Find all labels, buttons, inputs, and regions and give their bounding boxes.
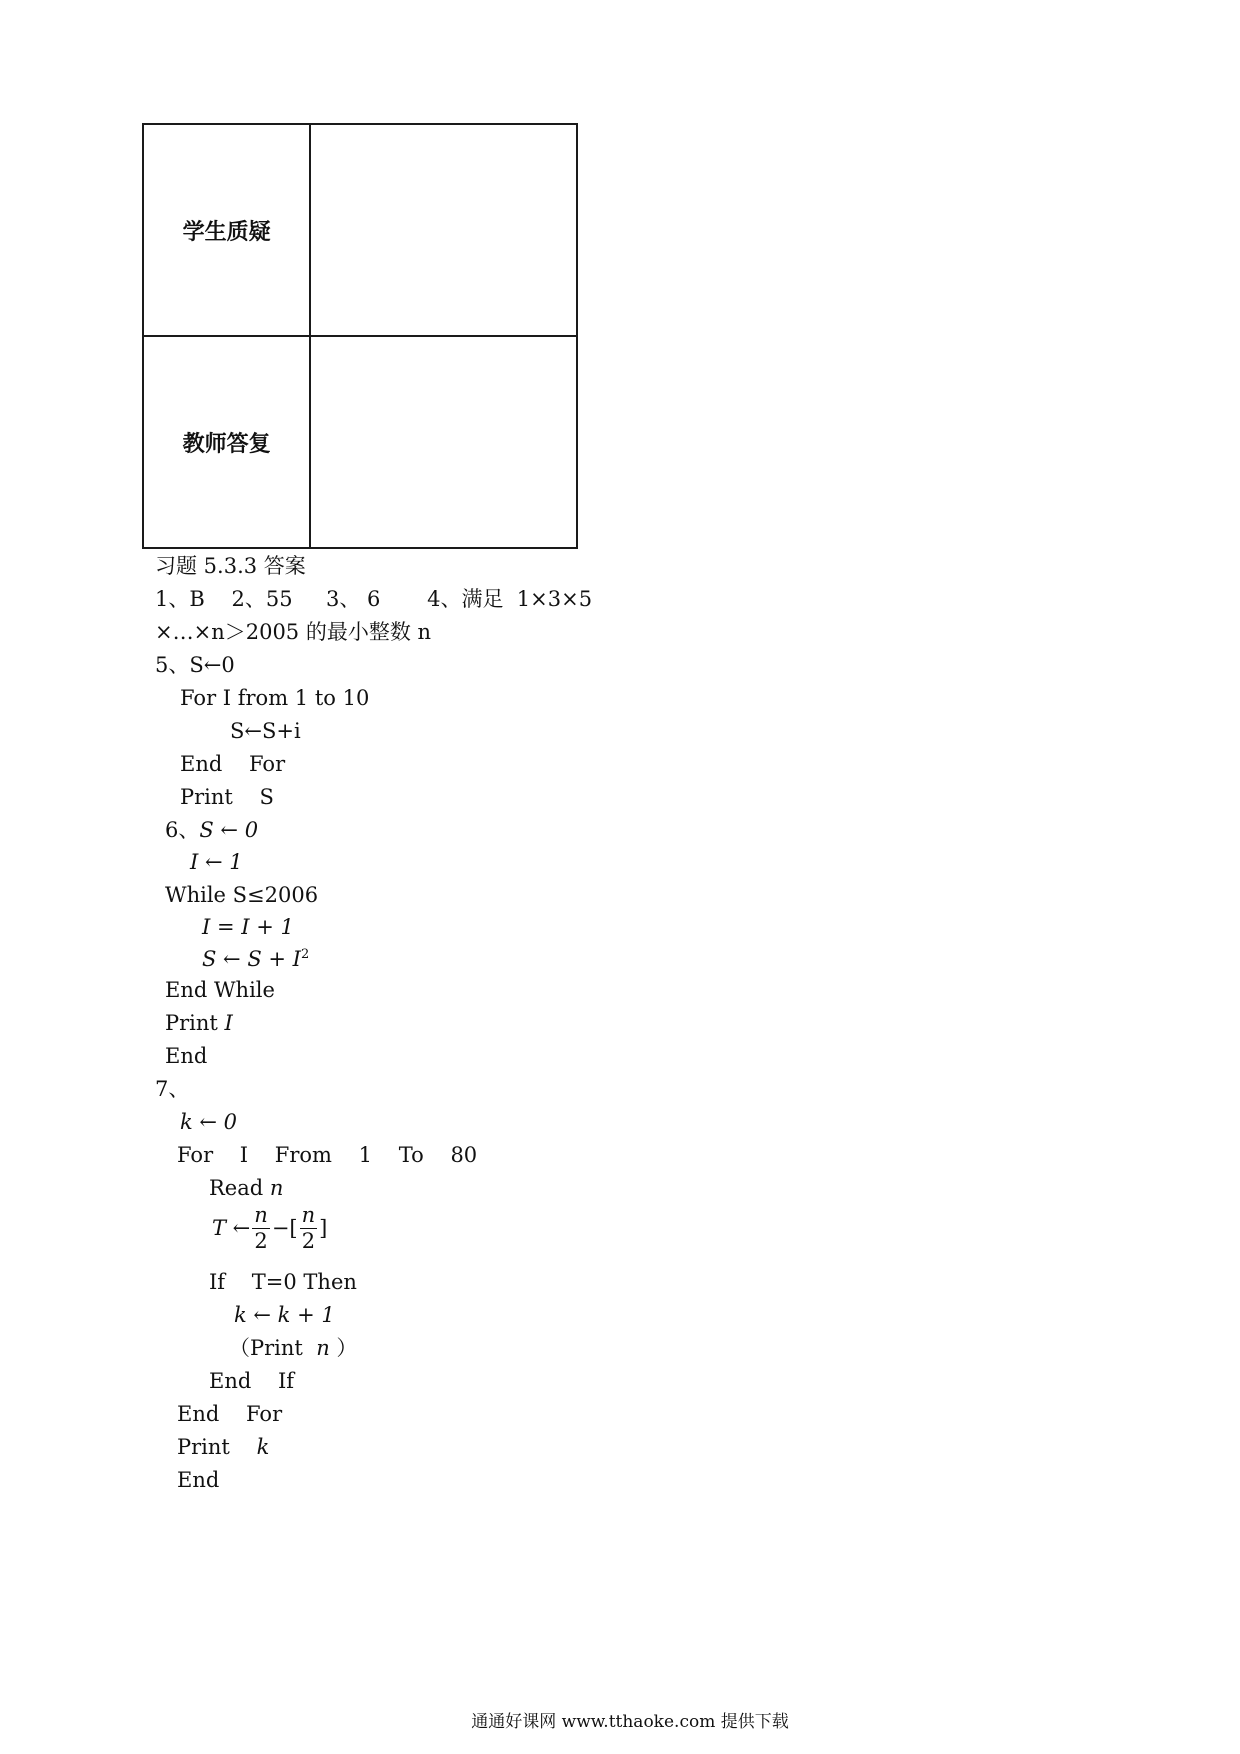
q5-line-2: For I from 1 to 10 [180,686,370,710]
q7-fraction-2 [300,1205,318,1252]
teacher-reply-cell [310,336,577,548]
q6-while: While S≤2006 [165,883,319,907]
q7-read-var: n [269,1176,284,1200]
q7-formula-minus: −[ [271,1216,298,1240]
q6-exponent: 2 [300,947,310,962]
q7-print-n-close: ） [329,1336,358,1360]
q7-end-for: End For [177,1402,283,1426]
answer-line-2: ×…×n＞2005 的最小整数 n [155,620,432,644]
q6-increment: I = I + 1 [202,915,294,939]
student-question-cell [310,124,577,336]
q5-line-3: S←S+i [230,719,301,743]
q7-for: For I From 1 To 80 [177,1143,478,1167]
q6-print [165,1013,233,1034]
q7-fraction-1 [252,1205,270,1252]
feedback-table [142,123,578,549]
page-footer: 通通好课网 www.tthaoke.com 提供下载 [471,1712,789,1732]
q6-accumulate [202,948,309,970]
answers-heading: 习题 5.3.3 答案 [155,554,306,578]
q7-init-k: k ← 0 [180,1110,238,1134]
q7-label: 7、 [155,1077,190,1101]
fraction-denominator: 2 [301,1229,316,1253]
q5-line-5: Print S [180,785,274,809]
q7-formula-close: ] [319,1216,328,1240]
fraction-numerator: n [301,1203,316,1227]
q7-print-n-var: n [316,1336,330,1360]
q7-formula-lhs: T ← [212,1216,251,1240]
q7-print-n [229,1338,357,1359]
q7-end: End [177,1468,220,1492]
q5-line-4: End For [180,752,286,776]
table-row [143,336,577,548]
q6-print-keyword: Print [165,1011,225,1035]
q7-print-var: k [256,1435,270,1459]
q6-print-var: I [224,1011,233,1035]
teacher-reply-label: 教师答复 [143,336,310,548]
q6-end-while: End While [165,978,275,1002]
q6-line-1 [165,820,258,841]
q7-print-keyword: Print [177,1435,257,1459]
q7-read-keyword: Read [209,1176,270,1200]
q7-print-k [177,1437,269,1458]
fraction-numerator: n [254,1203,268,1227]
q6-accumulate-expr: S ← S + I [202,947,301,971]
q6-init-s: S ← 0 [199,818,259,842]
q7-if: If T=0 Then [209,1270,357,1294]
q7-increment: k ← k + 1 [234,1303,335,1327]
q7-formula [212,1205,327,1252]
fraction-denominator: 2 [254,1229,268,1253]
q6-init-i: I ← 1 [190,850,243,874]
table-row [143,124,577,336]
q7-end-if: End If [209,1369,295,1393]
q6-label: 6、 [165,818,200,842]
student-question-label: 学生质疑 [143,124,310,336]
q7-print-n-open: （Print [229,1336,317,1360]
answer-line-1: 1、B 2、55 3、 6 4、满足 1×3×5 [155,587,593,611]
q5-line-1: 5、S←0 [155,653,235,677]
q7-read [209,1178,283,1199]
q6-end: End [165,1044,208,1068]
